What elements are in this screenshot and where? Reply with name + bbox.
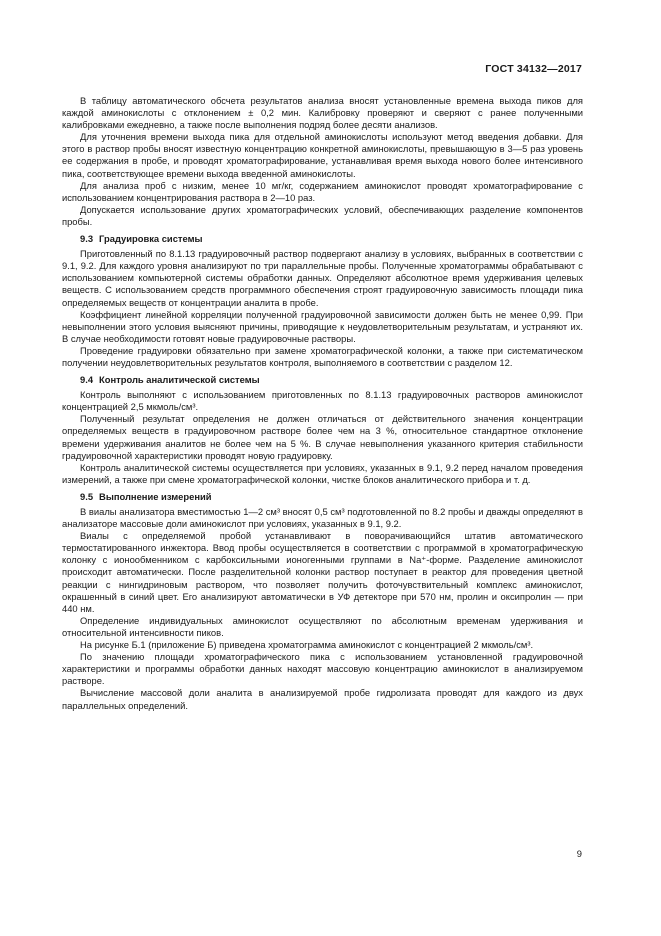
paragraph: Приготовленный по 8.1.13 градуировочный раствор подвергают анализу в условиях, выбранных в соответствии с 9.1, 9.2. Для каждого уровня анализируют по три параллельные пробы. Полученные хроматограммы обрабатывают с использованием компьютерной системы обработки данных. Определяют абсолютное время удерживания целевых веществ. С использованием средств программного обеспечения строят градуировочную зависимость площади пика определяемых веществ от концентрации аналита в пробе. [62,248,583,308]
document-body [62,95,583,712]
section-title: Выполнение измерений [99,490,212,502]
section-heading [62,233,583,245]
paragraph: Допускается использование других хроматографических условий, обеспечивающих разделение компонентов пробы. [62,203,583,227]
section-number: 9.5 [80,490,94,502]
paragraph: Определение индивидуальных аминокислот осуществляют по абсолютным временам удерживания и относительной интенсивности пиков. [62,614,583,638]
section-number: 9.4 [80,374,94,386]
paragraph: Виалы с определяемой пробой устанавливают в поворачивающийся штатив автоматического термостатированного инжектора. Ввод пробы осуществляется в соответствии с программой в хроматографическую колонку с ионообменником с карбоксильными ионогенными группами в Na⁺-форме. Разделение аминокислот происходит автоматически. После разделительной колонки раствор поступает в реактор для проведения цветной реакции с нингидриновым раствором, что позволяет получить фоточувствительный комплекс аминокислот, окрашенный в синий цвет. Его анализируют автоматически в УФ детекторе при 570 нм, пролин и оксипролин — при 440 нм. [62,530,583,614]
paragraph: По значению площади хроматографического пика с использованием установленной градуировочной характеристики и программы обработки данных находят массовую концентрацию аминокислот в анализируемом растворе. [62,651,583,687]
paragraph: Для анализа проб с низким, менее 10 мг/кг, содержанием аминокислот проводят хроматографирование с использованием концентрирования раствора в 2—10 раз. [62,179,583,203]
paragraph: Коэффициент линейной корреляции полученной градуировочной зависимости должен быть не менее 0,99. При невыполнении этого условия выясняют причины, приводящие к неудовлетворительным результатам, и устраняют их. В случае необходимости готовят новые градуировочные растворы. [62,308,583,344]
paragraph: Вычисление массовой доли аналита в анализируемой пробе гидролизата проводят для каждого из двух параллельных определений. [62,687,583,711]
paragraph: Контроль выполняют с использованием приготовленных по 8.1.13 градуировочных растворов аминокислот концентрацией 2,5 мкмоль/см³. [62,389,583,413]
section-heading [62,491,583,503]
paragraph: В таблицу автоматического обсчета результатов анализа вносят установленные времена выхода пиков для каждой аминокислоты с отклонением ± 0,2 мин. Калибровку проверяют и сверяют с ранее полученными калибровками ежедневно, а также после выполнения подряд более десяти анализов. [62,95,583,131]
paragraph: Полученный результат определения не должен отличаться от действительного значения концентрации определяемых веществ в градуировочном растворе более чем на 3 %, относительное стандартное отклонение времени удерживания аналитов не более чем на 5 %. В случае невыполнения указанного критерия стабильности градуировочной характеристики проводят новую градуировку. [62,413,583,461]
section-number: 9.3 [80,233,94,245]
paragraph: На рисунке Б.1 (приложение Б) приведена хроматограмма аминокислот с концентрацией 2 мкмоль/см³. [80,639,534,651]
section-title: Контроль аналитической системы [99,374,260,386]
paragraph: Контроль аналитической системы осуществляется при условиях, указанных в 9.1, 9.2 перед началом проведения измерений, а также при смене хроматографической колонки, чистке блоков аналитического прибора и т. д. [62,461,583,485]
document-header: ГОСТ 34132—2017 [485,63,582,75]
section-heading [62,374,583,386]
section-title: Градуировка системы [99,233,203,245]
paragraph: Проведение градуировки обязательно при замене хроматографической колонки, а также при систематическом получении неудовлетворительных результатов контроля, выполняемого в соответствии с разделом 12. [62,344,583,368]
paragraph: В виалы анализатора вместимостью 1—2 см³ вносят 0,5 см³ подготовленной по 8.2 пробы и дважды определяют в анализаторе массовые доли аминокислот при условиях, указанных в 9.1, 9.2. [62,506,583,530]
paragraph: Для уточнения времени выхода пика для отдельной аминокислоты используют метод введения добавки. Для этого в раствор пробы вносят известную концентрацию конкретной аминокислоты, превышающую в 3—5 раз уровень ее содержания в пробе, и проводят хроматографирование, устанавливая время выхода нового более интенсивного пика, соответствующее времени выхода введенной аминокислоты. [62,131,583,179]
page-number: 9 [576,848,582,859]
